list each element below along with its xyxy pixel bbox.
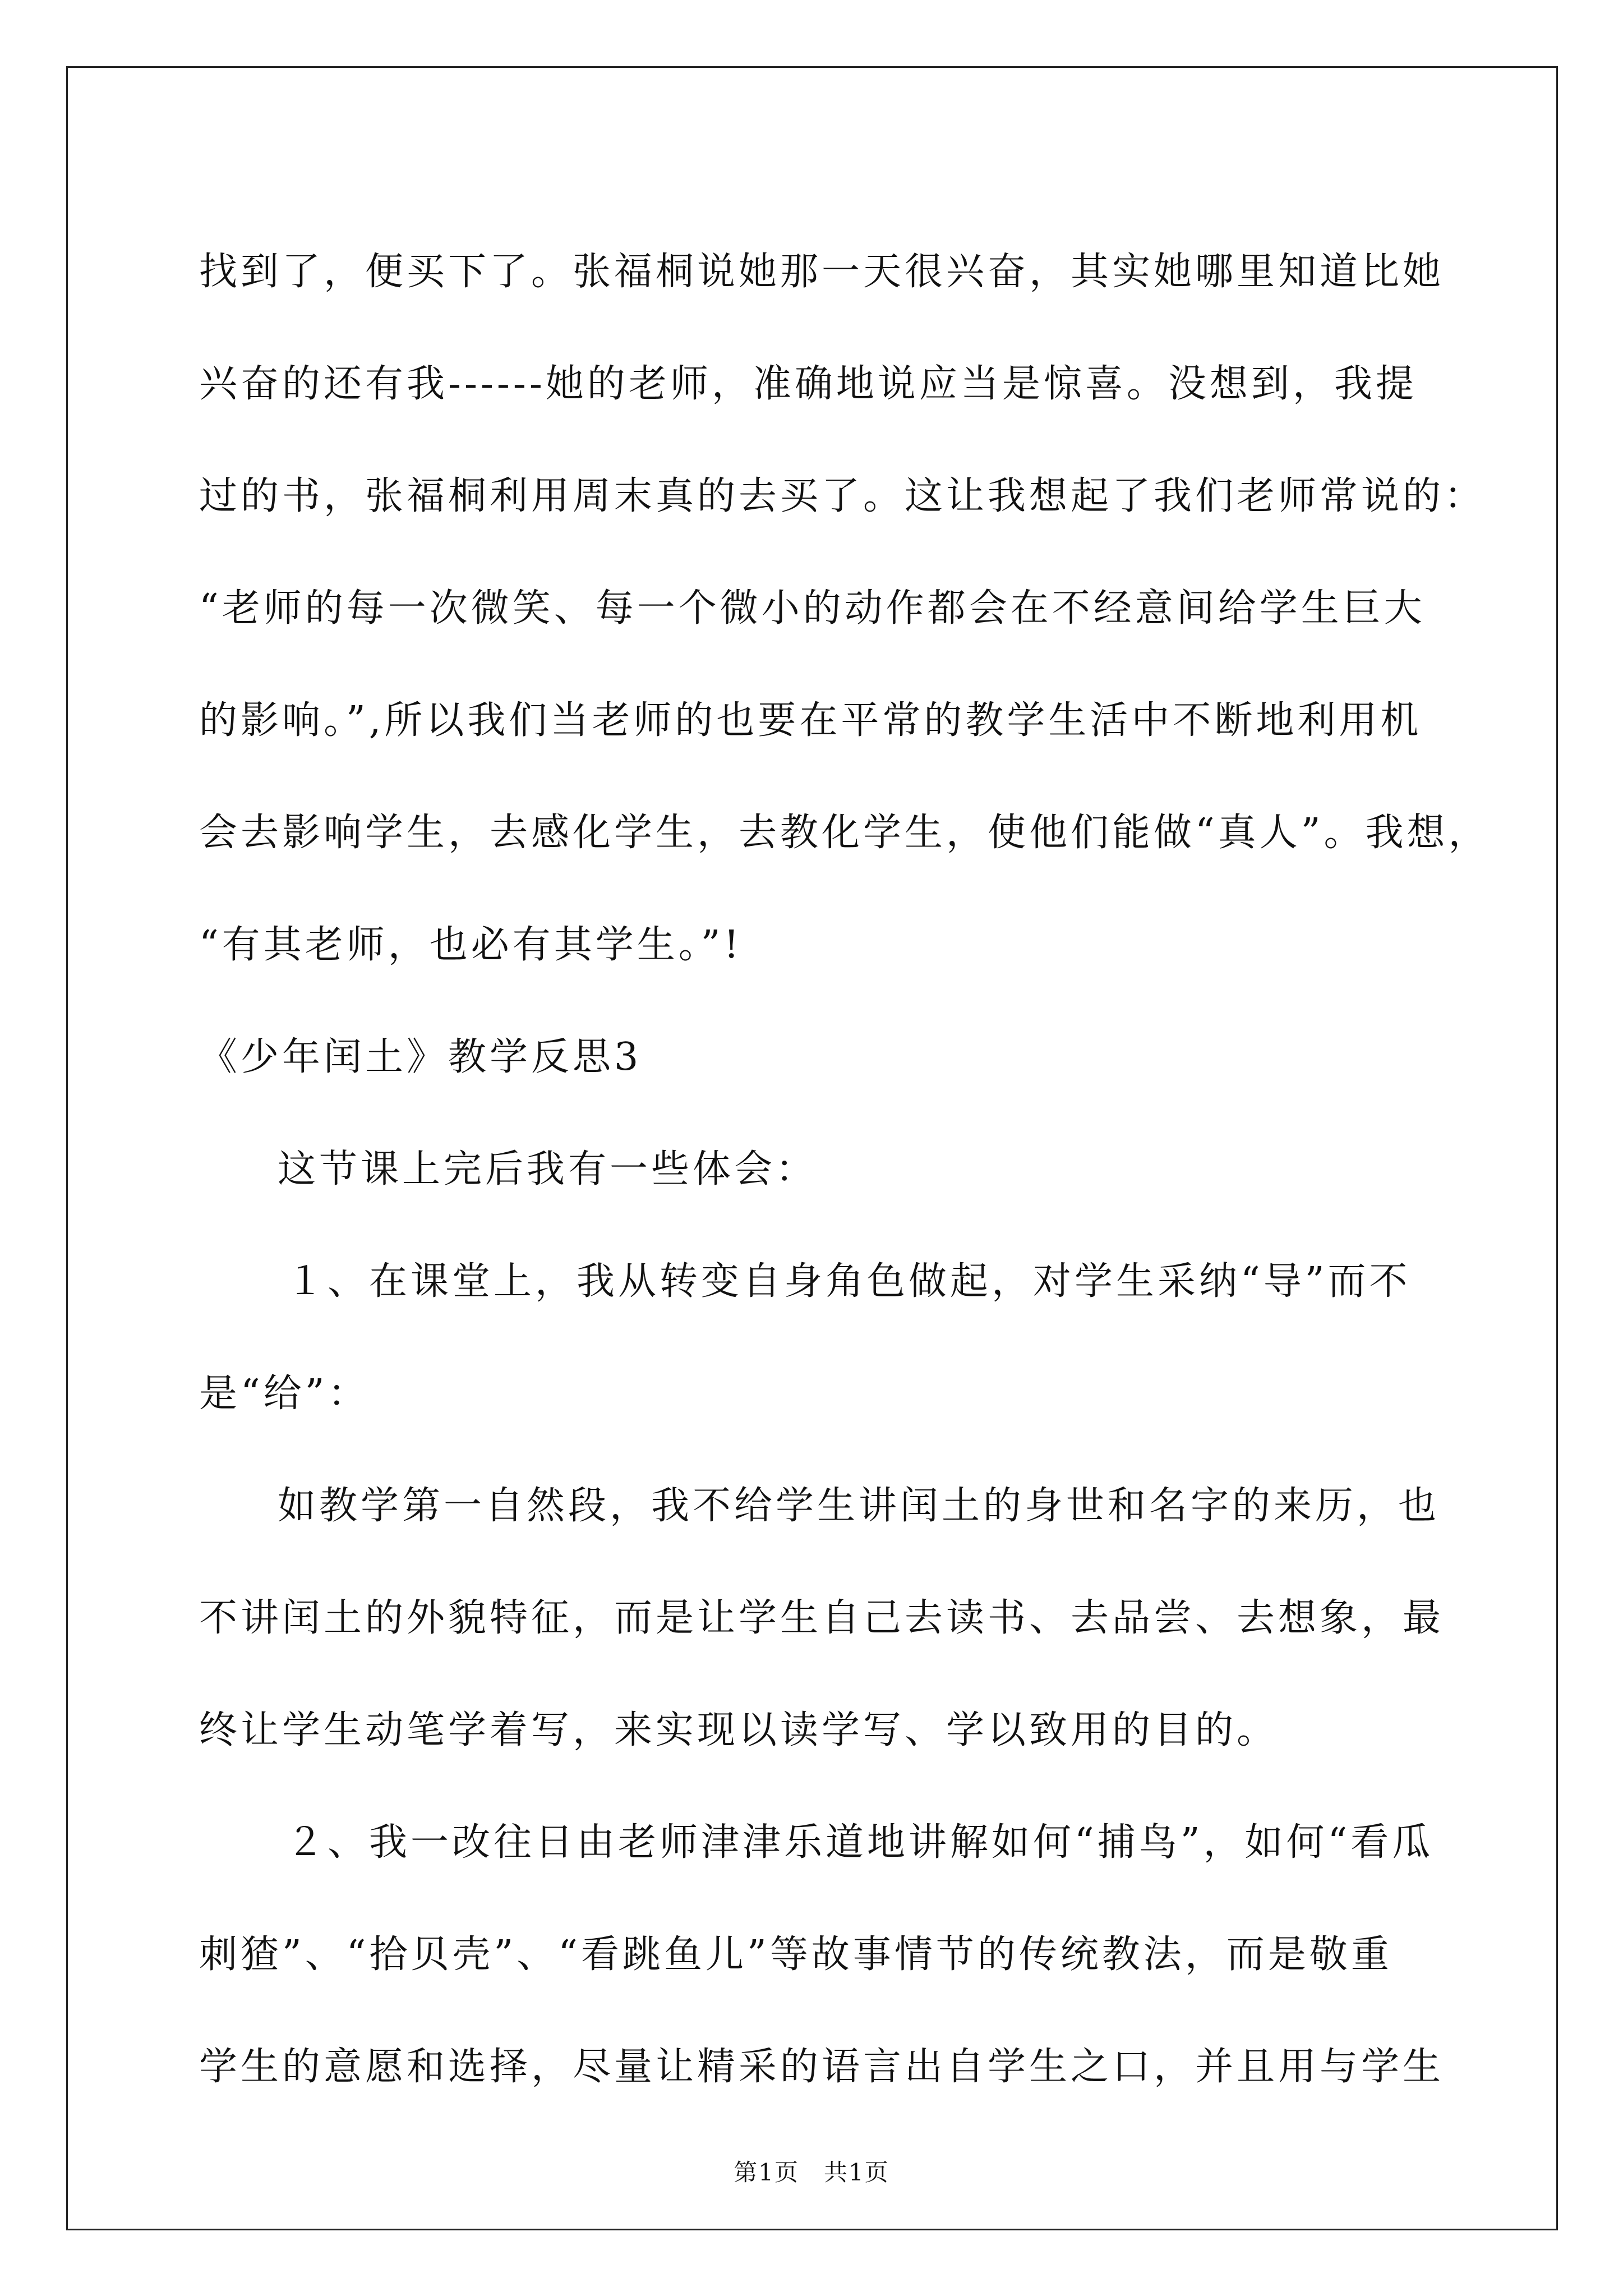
point-2-line: ２、我一改往日由老师津津乐道地讲解如何“捕鸟”，如何“看瓜	[286, 1820, 1434, 1865]
document-body	[199, 216, 1490, 2123]
body-line: “有其老师，也必有其学生。”!	[199, 923, 743, 967]
point-1-line: 是“给”：	[199, 1372, 370, 1416]
page-footer: 第1页 共1页	[734, 2159, 889, 2186]
body-line: 的影响。”,所以我们当老师的也要在平常的教学生活中不断地利用机	[199, 698, 1422, 743]
body-line: “老师的每一次微笑、每一个微小的动作都会在不经意间给学生巨大	[199, 586, 1426, 631]
intro-paragraph: 这节课上完后我有一些体会：	[278, 1147, 818, 1191]
point-1-line: １、在课堂上，我从转变自身角色做起，对学生采纳“导”而不	[286, 1259, 1411, 1304]
body-line: 过的书，张福桐利用周末真的去买了。这让我想起了我们老师常说的：	[199, 474, 1486, 518]
section-heading: 《少年闰土》教学反思3	[199, 1035, 642, 1079]
body-line: 会去影响学生，去感化学生，去教化学生，使他们能做“真人”。我想，	[199, 811, 1490, 855]
point-2-line: 学生的意愿和选择，尽量让精采的语言出自学生之口，并且用与学生	[199, 2045, 1445, 2089]
example-line: 终让学生动笔学着写，来实现以读学写、学以致用的目的。	[199, 1708, 1279, 1752]
example-line: 不讲闰土的外貌特征，而是让学生自己去读书、去品尝、去想象，最	[199, 1596, 1445, 1640]
body-line: 找到了，便买下了。张福桐说她那一天很兴奋，其实她哪里知道比她	[199, 250, 1445, 294]
body-line: 兴奋的还有我------她的老师，准确地说应当是惊喜。没想到，我提	[199, 362, 1417, 406]
point-2-line: 刺猹”、“拾贝壳”、“看跳鱼儿”等故事情节的传统教法，而是敬重	[199, 1932, 1393, 1977]
example-line: 如教学第一自然段，我不给学生讲闰土的身世和名字的来历，也	[278, 1484, 1440, 1528]
